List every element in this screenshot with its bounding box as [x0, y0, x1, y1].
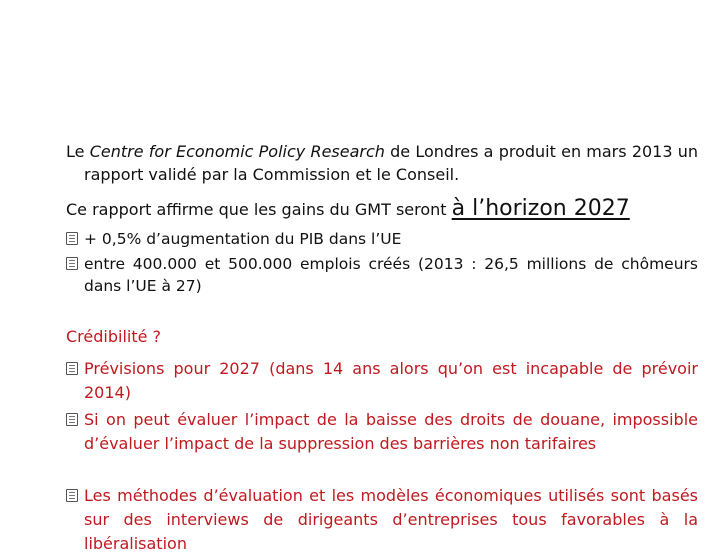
credibility-item-tariffs	[66, 408, 698, 456]
gain-gdp-text: + 0,5% d’augmentation du PIB dans l’UE	[84, 230, 402, 248]
horizon-2027-highlight: à l’horizon 2027	[451, 196, 630, 221]
list-bullet-icon	[66, 257, 78, 270]
cepr-name: Centre for Economic Policy Research	[89, 142, 385, 161]
intro-paragraph	[66, 140, 698, 186]
credibility-item-methods	[66, 484, 698, 556]
credibility-forecast-text: Prévisions pour 2027 (dans 14 ans alors qu’on est incapable de prévoir 2014)	[84, 359, 698, 402]
gain-item-jobs	[66, 253, 698, 297]
list-bullet-icon	[66, 413, 78, 426]
claim-text: Ce rapport affirme que les gains du GMT seront	[66, 200, 452, 219]
gain-jobs-text: entre 400.000 et 500.000 emplois créés (2013 : 26,5 millions de chômeurs dans l’UE à 27)	[84, 255, 698, 295]
credibility-item-forecast	[66, 357, 698, 405]
intro-text-start: Le	[66, 142, 90, 161]
gain-item-gdp	[66, 228, 698, 250]
list-bullet-icon	[66, 489, 78, 502]
credibility-methods-text: Les méthodes d’évaluation et les modèles économiques utilisés sont basés sur des interviews de dirigeants d’entreprises tous favorables à la libéralisation	[84, 486, 698, 553]
list-bullet-icon	[66, 362, 78, 375]
credibility-tariffs-text: Si on peut évaluer l’impact de la baisse des droits de douane, impossible d’évaluer l’impact de la suppression des barrières non tarifaires	[84, 410, 698, 453]
credibility-heading: Crédibilité ?	[66, 327, 162, 346]
intro-text-end: de Londres a produit en mars 2013 un rapport validé par la Commission et le Conseil.	[84, 142, 699, 184]
list-bullet-icon	[66, 232, 78, 245]
claim-paragraph	[66, 197, 680, 221]
